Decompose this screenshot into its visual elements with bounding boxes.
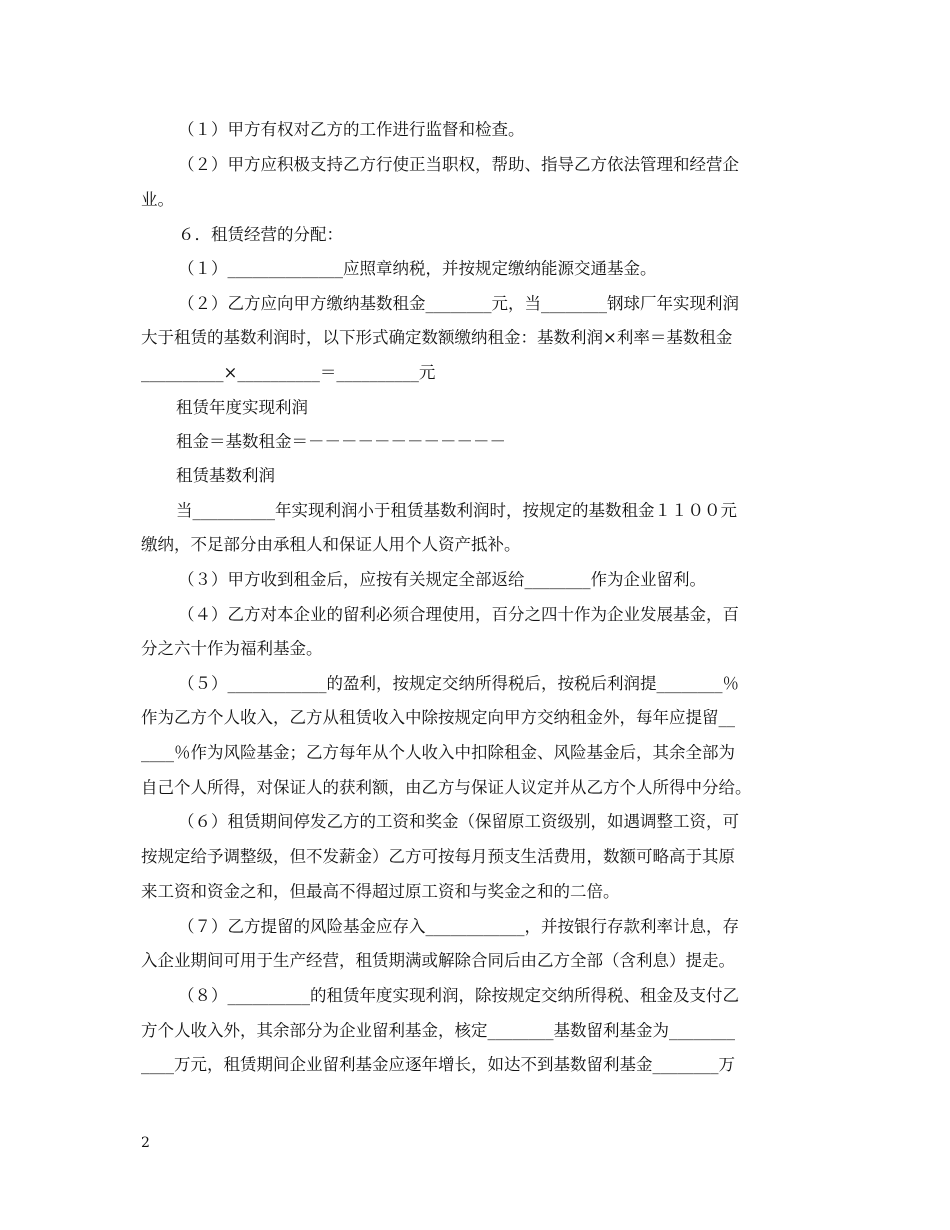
page-number: 2: [141, 1135, 150, 1151]
paragraph-line: 按规定给予调整级，但不发薪金）乙方可按每月预支生活费用，数额可略高于其原: [141, 847, 735, 866]
paragraph-line: （７）乙方提留的风险基金应存入____________，并按银行存款利率计息，存: [178, 917, 739, 936]
paragraph-line: ____％作为风险基金；乙方每年从个人收入中扣除租金、风险基金后，其余全部为: [141, 743, 735, 762]
paragraph-line: 方个人收入外，其余部分为企业留利基金，核定________基数留利基金为________: [141, 1021, 735, 1040]
paragraph-line: 自己个人所得，对保证人的获利额，由乙方与保证人议定并从乙方个人所得中分给。: [141, 778, 752, 797]
formula-line: 租金＝基数租金＝－－－－－－－－－－－－: [176, 432, 506, 451]
paragraph-line: __________×__________＝__________元: [141, 363, 436, 382]
formula-numerator: 租赁年度实现利润: [176, 398, 308, 417]
paragraph-line: 大于租赁的基数利润时，以下形式确定数额缴纳租金：基数利润×利率＝基数租金: [141, 328, 733, 347]
paragraph-line: （２）乙方应向甲方缴纳基数租金________元，当________钢球厂年实现利润: [178, 294, 739, 313]
formula-denominator: 租赁基数利润: [176, 466, 275, 485]
section-heading: ６．租赁经营的分配：: [178, 225, 343, 244]
paragraph-line: 来工资和资金之和，但最高不得超过原工资和与奖金之和的二倍。: [141, 882, 620, 901]
paragraph-line: 缴纳，不足部分由承租人和保证人用个人资产抵补。: [141, 535, 521, 554]
paragraph-line: 入企业期间可用于生产经营，租赁期满或解除合同后由乙方全部（含利息）提走。: [141, 951, 735, 970]
paragraph-line: （６）租赁期间停发乙方的工资和奖金（保留原工资级别，如遇调整工资，可: [178, 812, 739, 831]
paragraph-line: （３）甲方收到租金后，应按有关规定全部返给________作为企业留利。: [178, 570, 706, 589]
paragraph-line: 业。: [141, 190, 174, 209]
paragraph-line: 分之六十作为福利基金。: [141, 639, 323, 658]
paragraph-line: 当__________年实现利润小于租赁基数利润时，按规定的基数租金１１００元: [176, 501, 737, 520]
paragraph-line: （１）______________应照章纳税，并按规定缴纳能源交通基金。: [178, 259, 657, 278]
paragraph-line: （１）甲方有权对乙方的工作进行监督和检查。: [178, 120, 525, 139]
paragraph-line: 作为乙方个人收入，乙方从租赁收入中除按规定向甲方交纳租金外，每年应提留__: [141, 708, 735, 727]
paragraph-line: （２）甲方应积极支持乙方行使正当职权，帮助、指导乙方依法管理和经营企: [178, 155, 739, 174]
paragraph-line: （５）____________的盈利，按规定交纳所得税后，按税后利润提________％: [178, 674, 739, 693]
paragraph-line: （４）乙方对本企业的留利必须合理使用，百分之四十作为企业发展基金，百: [178, 605, 739, 624]
paragraph-line: ____万元，租赁期间企业留利基金应逐年增长，如达不到基数留利基金________万: [141, 1055, 735, 1074]
paragraph-line: （８）__________的租赁年度实现利润，除按规定交纳所得税、租金及支付乙: [178, 986, 739, 1005]
